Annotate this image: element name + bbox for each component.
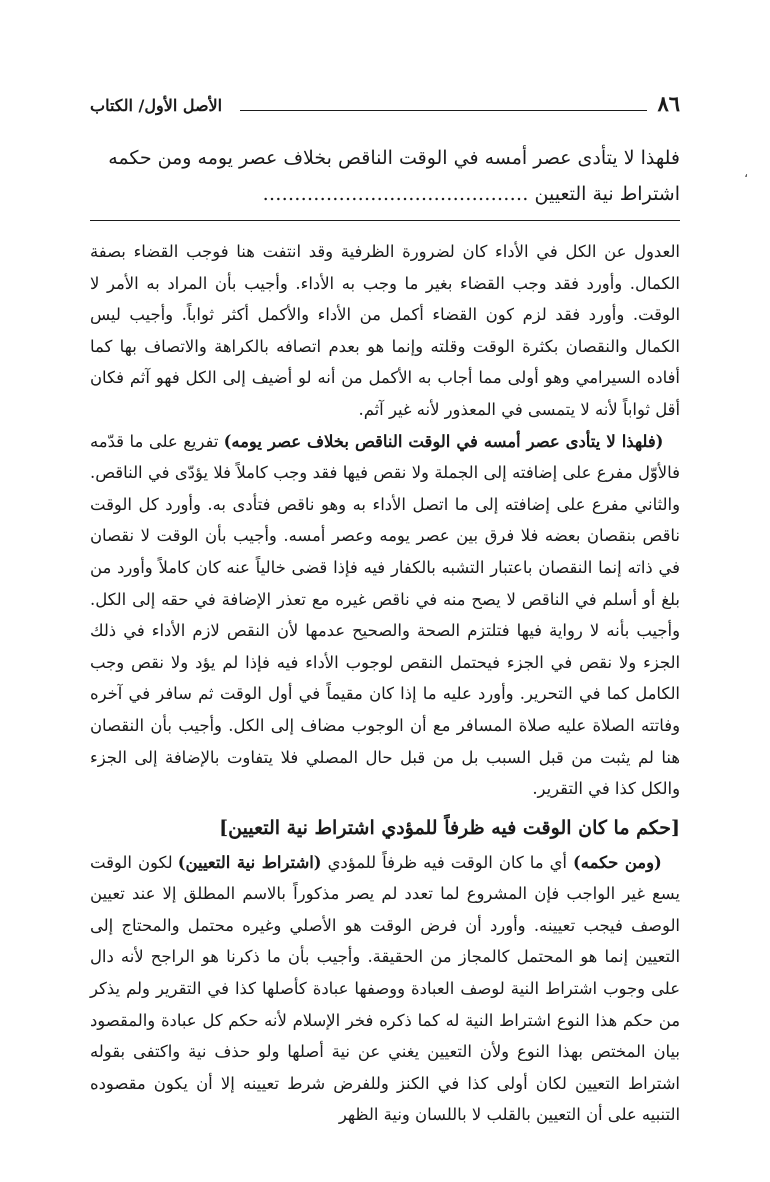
matn-line-2 (90, 176, 680, 212)
commentary-text (90, 236, 680, 1131)
commentary-paragraph-2-body: تفريع على ما قدّمه فالأوّل مفرع على إضافته إلى الجملة ولا نقص فيها فقد وجب كاملاً فلا يؤدّى في الناقص. والثاني مفرع على إضافته إلى ما اتصل الأداء به وهو ناقص فتأدى به. وأورد كل الوقت ناقص بنقصان بعضه فلا فرق بين عصر يومه وعصر أمسه. وأجيب بأن الوقت لا نقصان في ذاته إنما النقصان باعتبار التشبه بالكفار فيه فإذا قضى خالياً عنه كان كاملاً وأورد من بلغ أو أسلم في الناقص لا يصح منه في ناقص غيره مع تعذر الإضافة في حقه إلى الكل. وأجيب بأنه لا رواية فيها فتلتزم الصحة والصحيح عدمها لأن النقص لازم الأداء في ذلك الجزء ولا نقص في الجزء فيحتمل النقص لوجوب الأداء فيه فإذا لم يؤد ولا نقص وجب الكامل كما في التحرير. وأورد عليه ما إذا كان مقيماً في أول الوقت ثم سافر في آخره وفاتته الصلاة عليه صلاة المسافر مع أن الوجوب مضاف إلى الكل. وأجيب بأن النقصان هنا لم يثبت من قبل السبب بل من قبل حال المصلي فلا يتفاوت بالإضافة إلى الجزء والكل كذا في التقرير. (90, 431, 680, 799)
commentary-paragraph-3 (90, 847, 680, 1131)
matn-dots: …………………………………… (262, 183, 529, 205)
running-header (90, 88, 680, 114)
chapter-title: الأصل الأول/ الكتاب (90, 96, 223, 115)
commentary-paragraph-3-body: لكون الوقت يسع غير الواجب فإن المشروع لما تعدد لم يصر مذكوراً بالاسم المطلق إلا عند تعيين الوصف فيجب تعيينه. وأورد أن فرض الوقت هو الأصلي وغيره محتمل والمحتاج إلى التعيين إنما هو المحتمل كالمجاز من الحقيقة. وأجيب بأن ما ذكرنا هو الراجح لأنه دال على وجوب اشتراط النية لوصف العبادة ووصفها عبادة كأصلها كذا في التقرير ولم يذكر من حكم هذا النوع اشتراط النية له كما ذكره فخر الإسلام لأنه حكم كل عبادة والمقصود بيان المختص بهذا النوع ولأن التعيين يغني عن نية أصلها ولو حذف نية واكتفى بقوله اشتراط التعيين لكان أولى كذا في الكنز وللفرض شرط تعيينه إلا أن يكون مقصوده التنبيه على أن التعيين بالقلب لا باللسان ونية الظهر (90, 852, 680, 1125)
commentary-paragraph-2 (90, 426, 680, 805)
quoted-matn-bold: (اشتراط نية التعيين) (177, 852, 322, 872)
header-rule (240, 110, 647, 111)
matn-line-2-text: اشتراط نية التعيين (534, 183, 680, 205)
quoted-matn-bold: (فلهذا لا يتأدى عصر أمسه في الوقت الناقص بخلاف عصر يومه) (223, 431, 664, 451)
matn-text (90, 140, 680, 212)
quoted-matn-bold: (ومن حكمه) (573, 852, 662, 872)
margin-mark: ، (744, 166, 748, 180)
section-heading: [حكم ما كان الوقت فيه ظرفاً للمؤدي اشتراط نية التعيين] (219, 816, 680, 839)
matn-separator-rule (90, 220, 680, 221)
matn-line-1: فلهذا لا يتأدى عصر أمسه في الوقت الناقص بخلاف عصر يومه ومن حكمه (108, 147, 680, 169)
commentary-paragraph-3-mid: أي ما كان الوقت فيه ظرفاً للمؤدي (321, 852, 574, 872)
page-number: ٨٦ (657, 91, 680, 116)
commentary-paragraph-1: العدول عن الكل في الأداء كان لضرورة الظرفية وقد انتفت هنا فوجب القضاء بصفة الكمال. وأورد فقد وجب القضاء بغير ما وجب به الأداء. وأجيب بأن المراد به الأمر لا الوقت. وأورد فقد لزم كون القضاء أكمل من الأداء والأكمل أكثر ثواباً. وأجيب ليس الكمال والنقصان بكثرة الوقت وقلته وإنما هو بعدم اتصافه بالكراهة والاتصاف بها كما أفاده السيرامي وهو أولى مما أجاب به الأكمل من أنه لو أضيف إلى الكل فهو آثم فكان أقل ثواباً لأنه لا يتمسى في المعذور لأنه غير آثم. (90, 242, 680, 419)
